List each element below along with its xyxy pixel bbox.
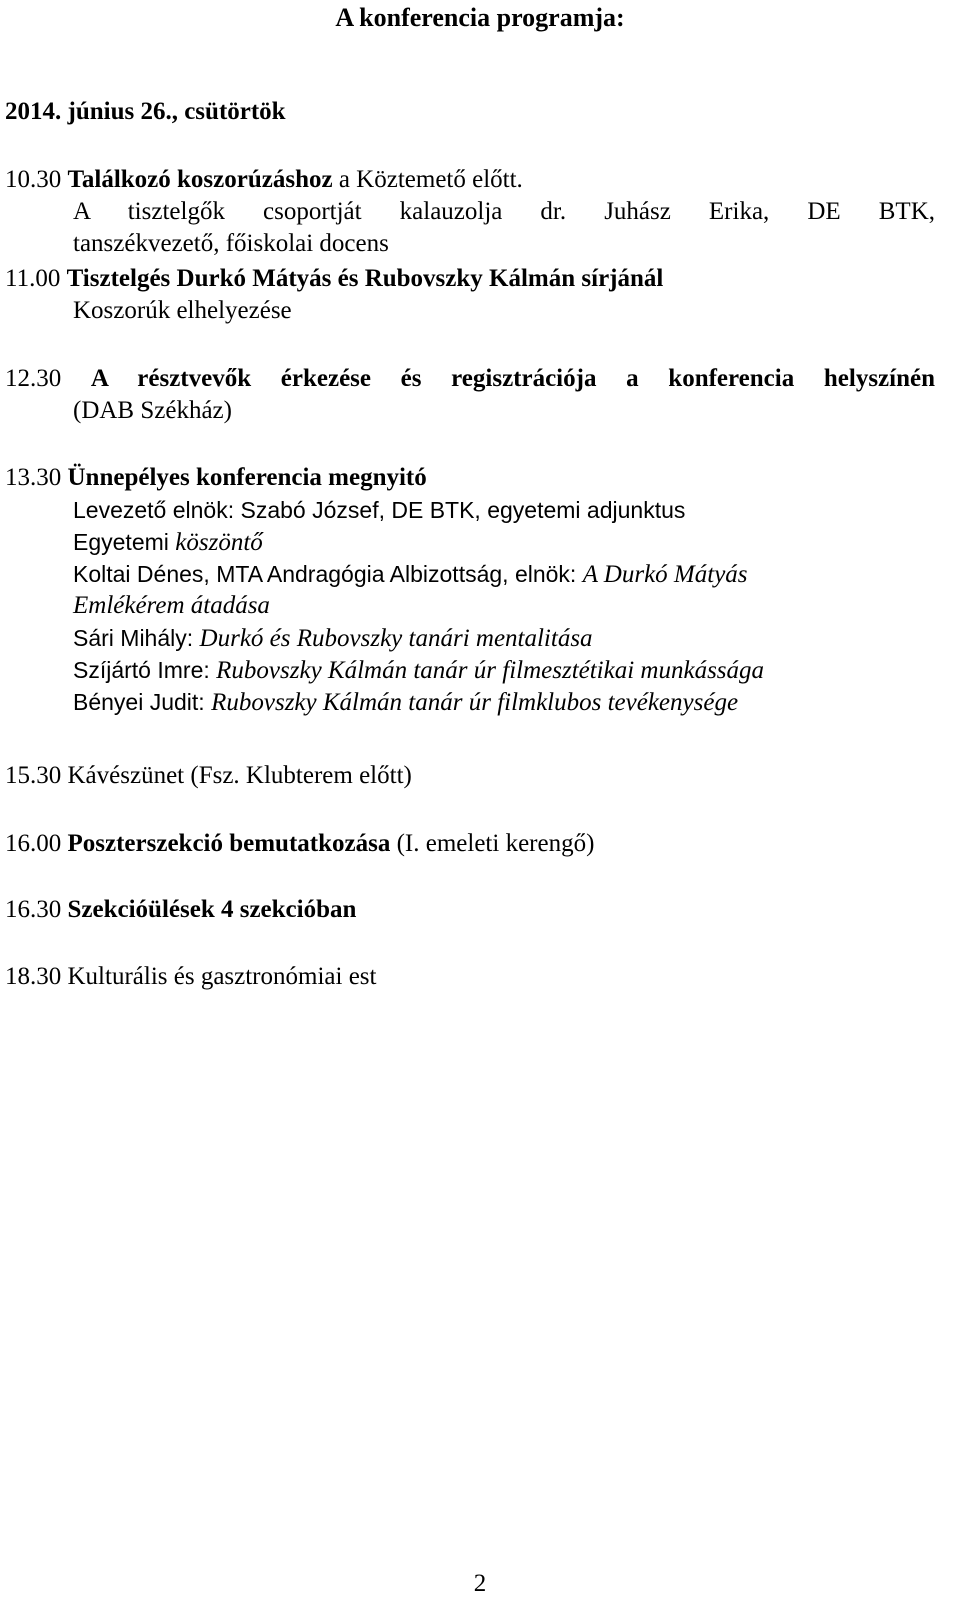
entry-heading: Tisztelgés Durkó Mátyás és Rubovszky Kálmán sírjánál: [66, 265, 664, 292]
chair-line: Levezető elnök: Szabó József, DE BTK, egyetemi adjunktus: [73, 497, 686, 523]
entry-text: Kulturális és gasztronómiai est: [67, 963, 377, 990]
entry-heading-rest: a Köztemető előtt.: [332, 166, 523, 193]
program-entry-1600: [5, 828, 935, 860]
page-number: 2: [473, 1570, 487, 1597]
entry-heading: Szekcióülések 4 szekcióban: [67, 896, 357, 923]
program-entry-1030: [5, 164, 935, 260]
entry-first-line: [5, 363, 935, 395]
entry-time: 18.30: [5, 963, 62, 990]
talk-speaker: Koltai Dénes, MTA Andragógia Albizottság, elnök:: [73, 561, 583, 587]
entry-detail-line: Koszorúk elhelyezése: [73, 297, 292, 324]
talk-line: [5, 622, 935, 654]
page-title: A konferencia programja:: [335, 3, 625, 32]
entry-time: 16.00: [5, 830, 62, 857]
entry-first-line: [5, 164, 935, 196]
entry-first-line: [5, 263, 935, 295]
talk-title: Durkó és Rubovszky tanári mentalitása: [199, 625, 593, 652]
program-entry-1330: [5, 462, 935, 718]
talk-speaker: Szíjártó Imre:: [73, 657, 217, 683]
talk-line: [5, 686, 935, 718]
entry-detail-line: tanszékvezető, főiskolai docens: [73, 230, 389, 257]
entry-heading: Találkozó koszorúzáshoz: [67, 166, 333, 193]
entry-first-line: [5, 462, 935, 494]
welcome-label: Egyetemi: [73, 529, 176, 555]
talk-title: Rubovszky Kálmán tanár úr filmklubos tevékenysége: [211, 689, 739, 716]
talk-line: [5, 558, 935, 590]
talk-speaker: Sári Mihály:: [73, 625, 200, 651]
entry-time: 16.30: [5, 896, 62, 923]
program-entry-1230: [5, 363, 935, 427]
talk-line: [5, 654, 935, 686]
welcome-title: köszöntő: [175, 529, 263, 556]
entry-first-line: [5, 760, 935, 792]
program-entry-1630: [5, 894, 935, 926]
program-date: 2014. június 26., csütörtök: [5, 98, 286, 125]
talk-title: Emlékérem átadása: [73, 592, 270, 619]
entry-heading-rest: (I. emeleti kerengő): [390, 830, 595, 857]
talk-speaker: Bényei Judit:: [73, 689, 212, 715]
entry-first-line: [5, 961, 935, 993]
entry-heading: Poszterszekció bemutatkozása: [67, 830, 391, 857]
entry-heading: Ünnepélyes konferencia megnyitó: [67, 464, 427, 491]
program-entry-1830: [5, 961, 935, 993]
program-entry-1530: [5, 760, 935, 792]
entry-time: 15.30: [5, 762, 62, 789]
program-entry-1100: [5, 263, 935, 327]
entry-detail-line: A tisztelgők csoportját kalauzolja dr. Juhász Erika, DE BTK,: [73, 198, 935, 225]
entry-first-line: [5, 828, 935, 860]
entry-first-line: [5, 894, 935, 926]
entry-heading: A résztvevők érkezése és regisztrációja a konferencia helyszínén: [90, 365, 936, 392]
welcome-line: [5, 526, 935, 558]
talk-line: [5, 590, 935, 622]
entry-time: 11.00: [5, 265, 61, 292]
entry-time: 10.30: [5, 166, 62, 193]
entry-time: 13.30: [5, 464, 62, 491]
entry-text: Kávészünet (Fsz. Klubterem előtt): [67, 762, 412, 789]
talk-title: A Durkó Mátyás: [582, 561, 748, 588]
entry-time: 12.30: [5, 365, 62, 392]
talk-title: Rubovszky Kálmán tanár úr filmesztétikai munkássága: [216, 657, 765, 684]
entry-detail-line: (DAB Székház): [73, 397, 232, 424]
